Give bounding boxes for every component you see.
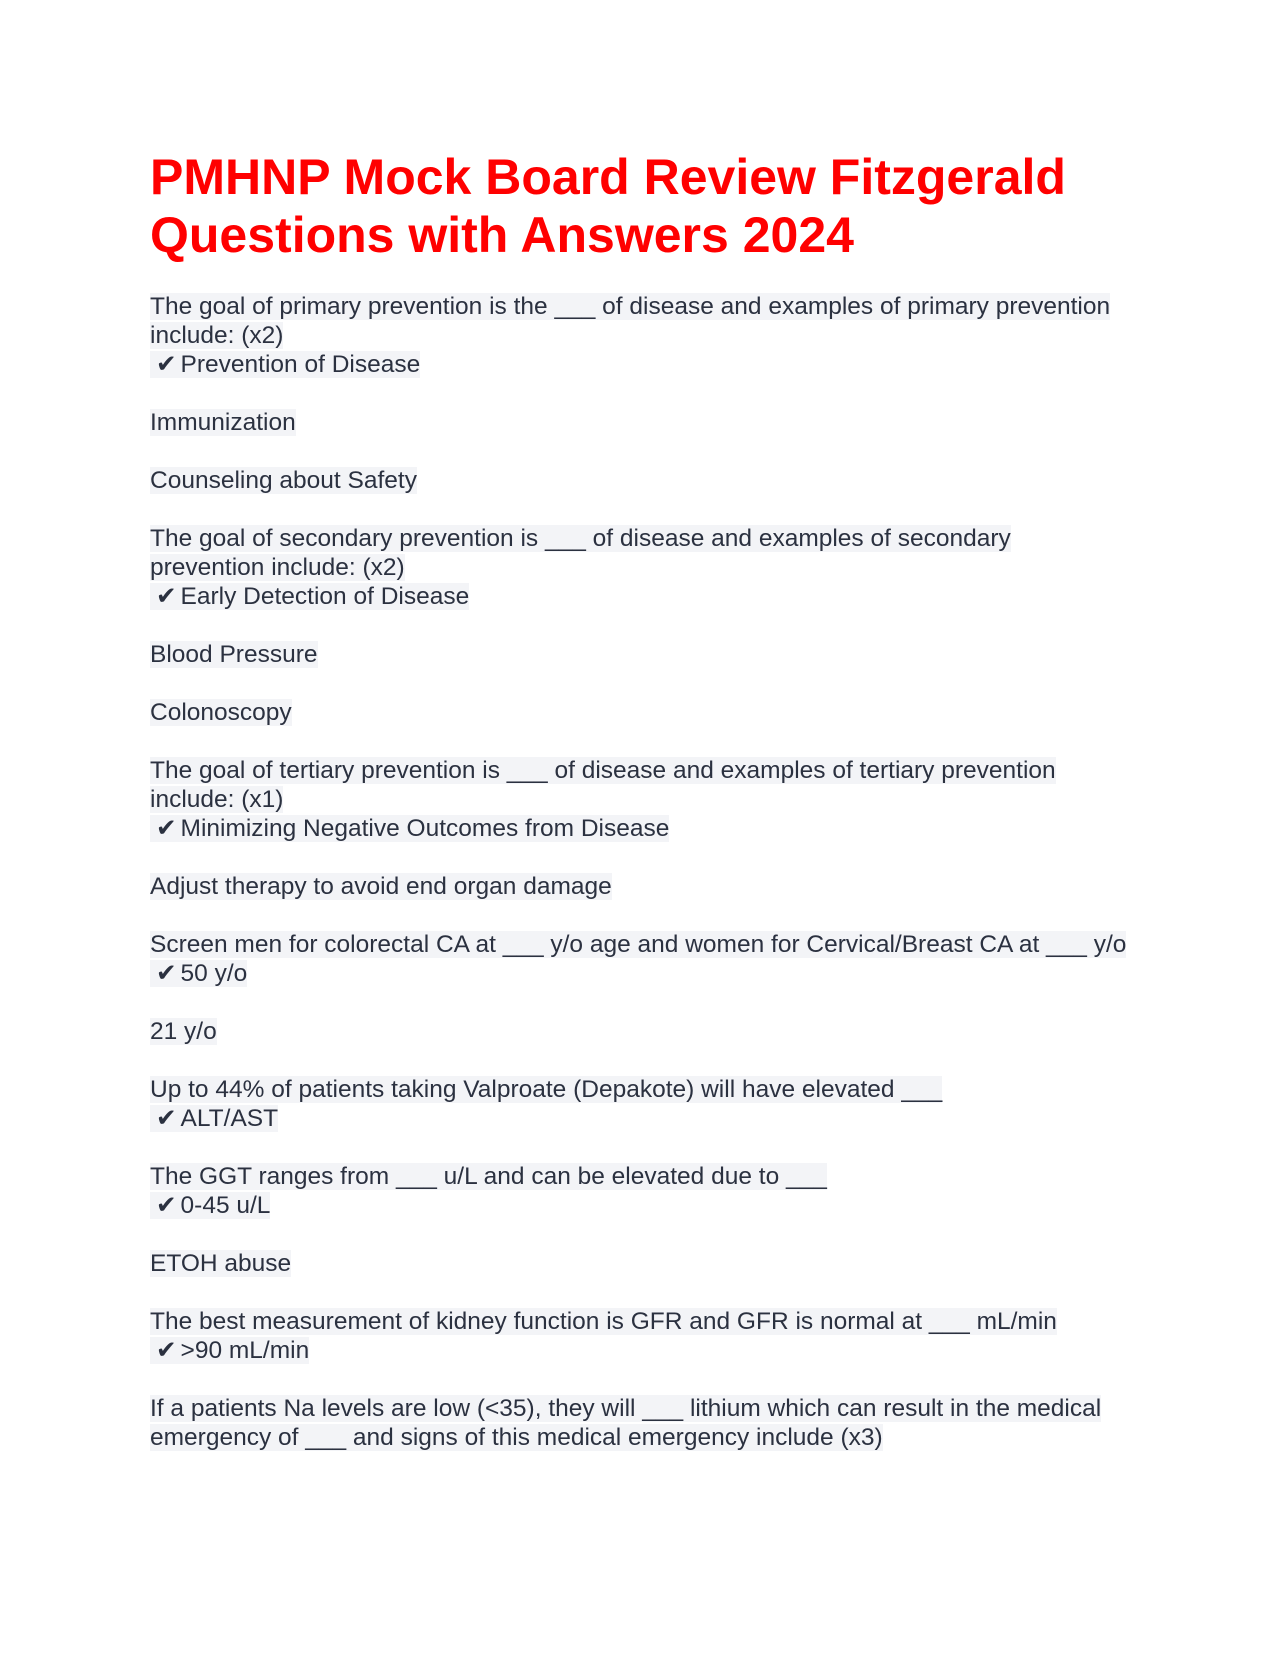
answer-line: [150, 583, 469, 610]
answer-text: 50 y/o: [180, 960, 248, 987]
answer-item-text: Counseling about Safety: [150, 467, 417, 494]
question-block: [150, 1075, 1130, 1133]
answer-item: [150, 1249, 1130, 1278]
answer-text: Early Detection of Disease: [180, 583, 470, 610]
check-icon: ✔: [156, 1192, 177, 1219]
check-icon: ✔: [156, 351, 177, 378]
document-body: [150, 292, 1130, 1452]
check-icon: ✔: [156, 815, 177, 842]
answer-item: [150, 640, 1130, 669]
check-icon: ✔: [156, 1105, 177, 1132]
answer-line: [150, 1105, 278, 1132]
answer-line: [150, 815, 669, 842]
check-icon: ✔: [156, 1337, 177, 1364]
question-block: [150, 1162, 1130, 1220]
answer-text: 0-45 u/L: [180, 1192, 271, 1219]
question-text: The goal of primary prevention is the ___ of disease and examples of primary prevention include: (x2): [150, 293, 1111, 349]
answer-item-text: ETOH abuse: [150, 1250, 292, 1277]
question-text: The best measurement of kidney function is GFR and GFR is normal at ___ mL/min: [150, 1308, 1057, 1335]
question-block: [150, 930, 1130, 988]
answer-item: [150, 872, 1130, 901]
answer-text: Minimizing Negative Outcomes from Disease: [180, 815, 670, 842]
question-block: [150, 292, 1130, 379]
document-title: PMHNP Mock Board Review Fitzgerald Questions with Answers 2024: [150, 149, 1066, 263]
answer-line: [150, 1192, 270, 1219]
answer-item-text: Colonoscopy: [150, 699, 292, 726]
answer-line: [150, 351, 420, 378]
answer-text: >90 mL/min: [180, 1337, 310, 1364]
answer-item: [150, 466, 1130, 495]
question-block: [150, 524, 1130, 611]
answer-item: [150, 1017, 1130, 1046]
answer-item: [150, 408, 1130, 437]
question-text: Up to 44% of patients taking Valproate (Depakote) will have elevated ___: [150, 1076, 943, 1103]
question-text: The goal of tertiary prevention is ___ of disease and examples of tertiary prevention include: (x1): [150, 757, 1056, 813]
question-text: The goal of secondary prevention is ___ of disease and examples of secondary prevention include: (x2): [150, 525, 1011, 581]
answer-item-text: Adjust therapy to avoid end organ damage: [150, 873, 612, 900]
check-icon: ✔: [156, 583, 177, 610]
check-icon: ✔: [156, 960, 177, 987]
document-page: [150, 148, 1130, 1481]
answer-item: [150, 1394, 1130, 1452]
question-text: The GGT ranges from ___ u/L and can be elevated due to ___: [150, 1163, 827, 1190]
question-block: [150, 1307, 1130, 1365]
answer-item-text: 21 y/o: [150, 1018, 217, 1045]
answer-line: [150, 1337, 309, 1364]
answer-text: Prevention of Disease: [180, 351, 421, 378]
question-block: [150, 756, 1130, 843]
answer-item-text: Immunization: [150, 409, 296, 436]
question-text: Screen men for colorectal CA at ___ y/o age and women for Cervical/Breast CA at ___ y/o: [150, 931, 1127, 958]
answer-item-text: Blood Pressure: [150, 641, 318, 668]
answer-item: [150, 698, 1130, 727]
answer-line: [150, 960, 247, 987]
answer-text: ALT/AST: [180, 1105, 279, 1132]
answer-item-text: If a patients Na levels are low (<35), they will ___ lithium which can result in the medical emergency of ___ and signs of this medical emergency include (x3): [150, 1395, 1102, 1451]
